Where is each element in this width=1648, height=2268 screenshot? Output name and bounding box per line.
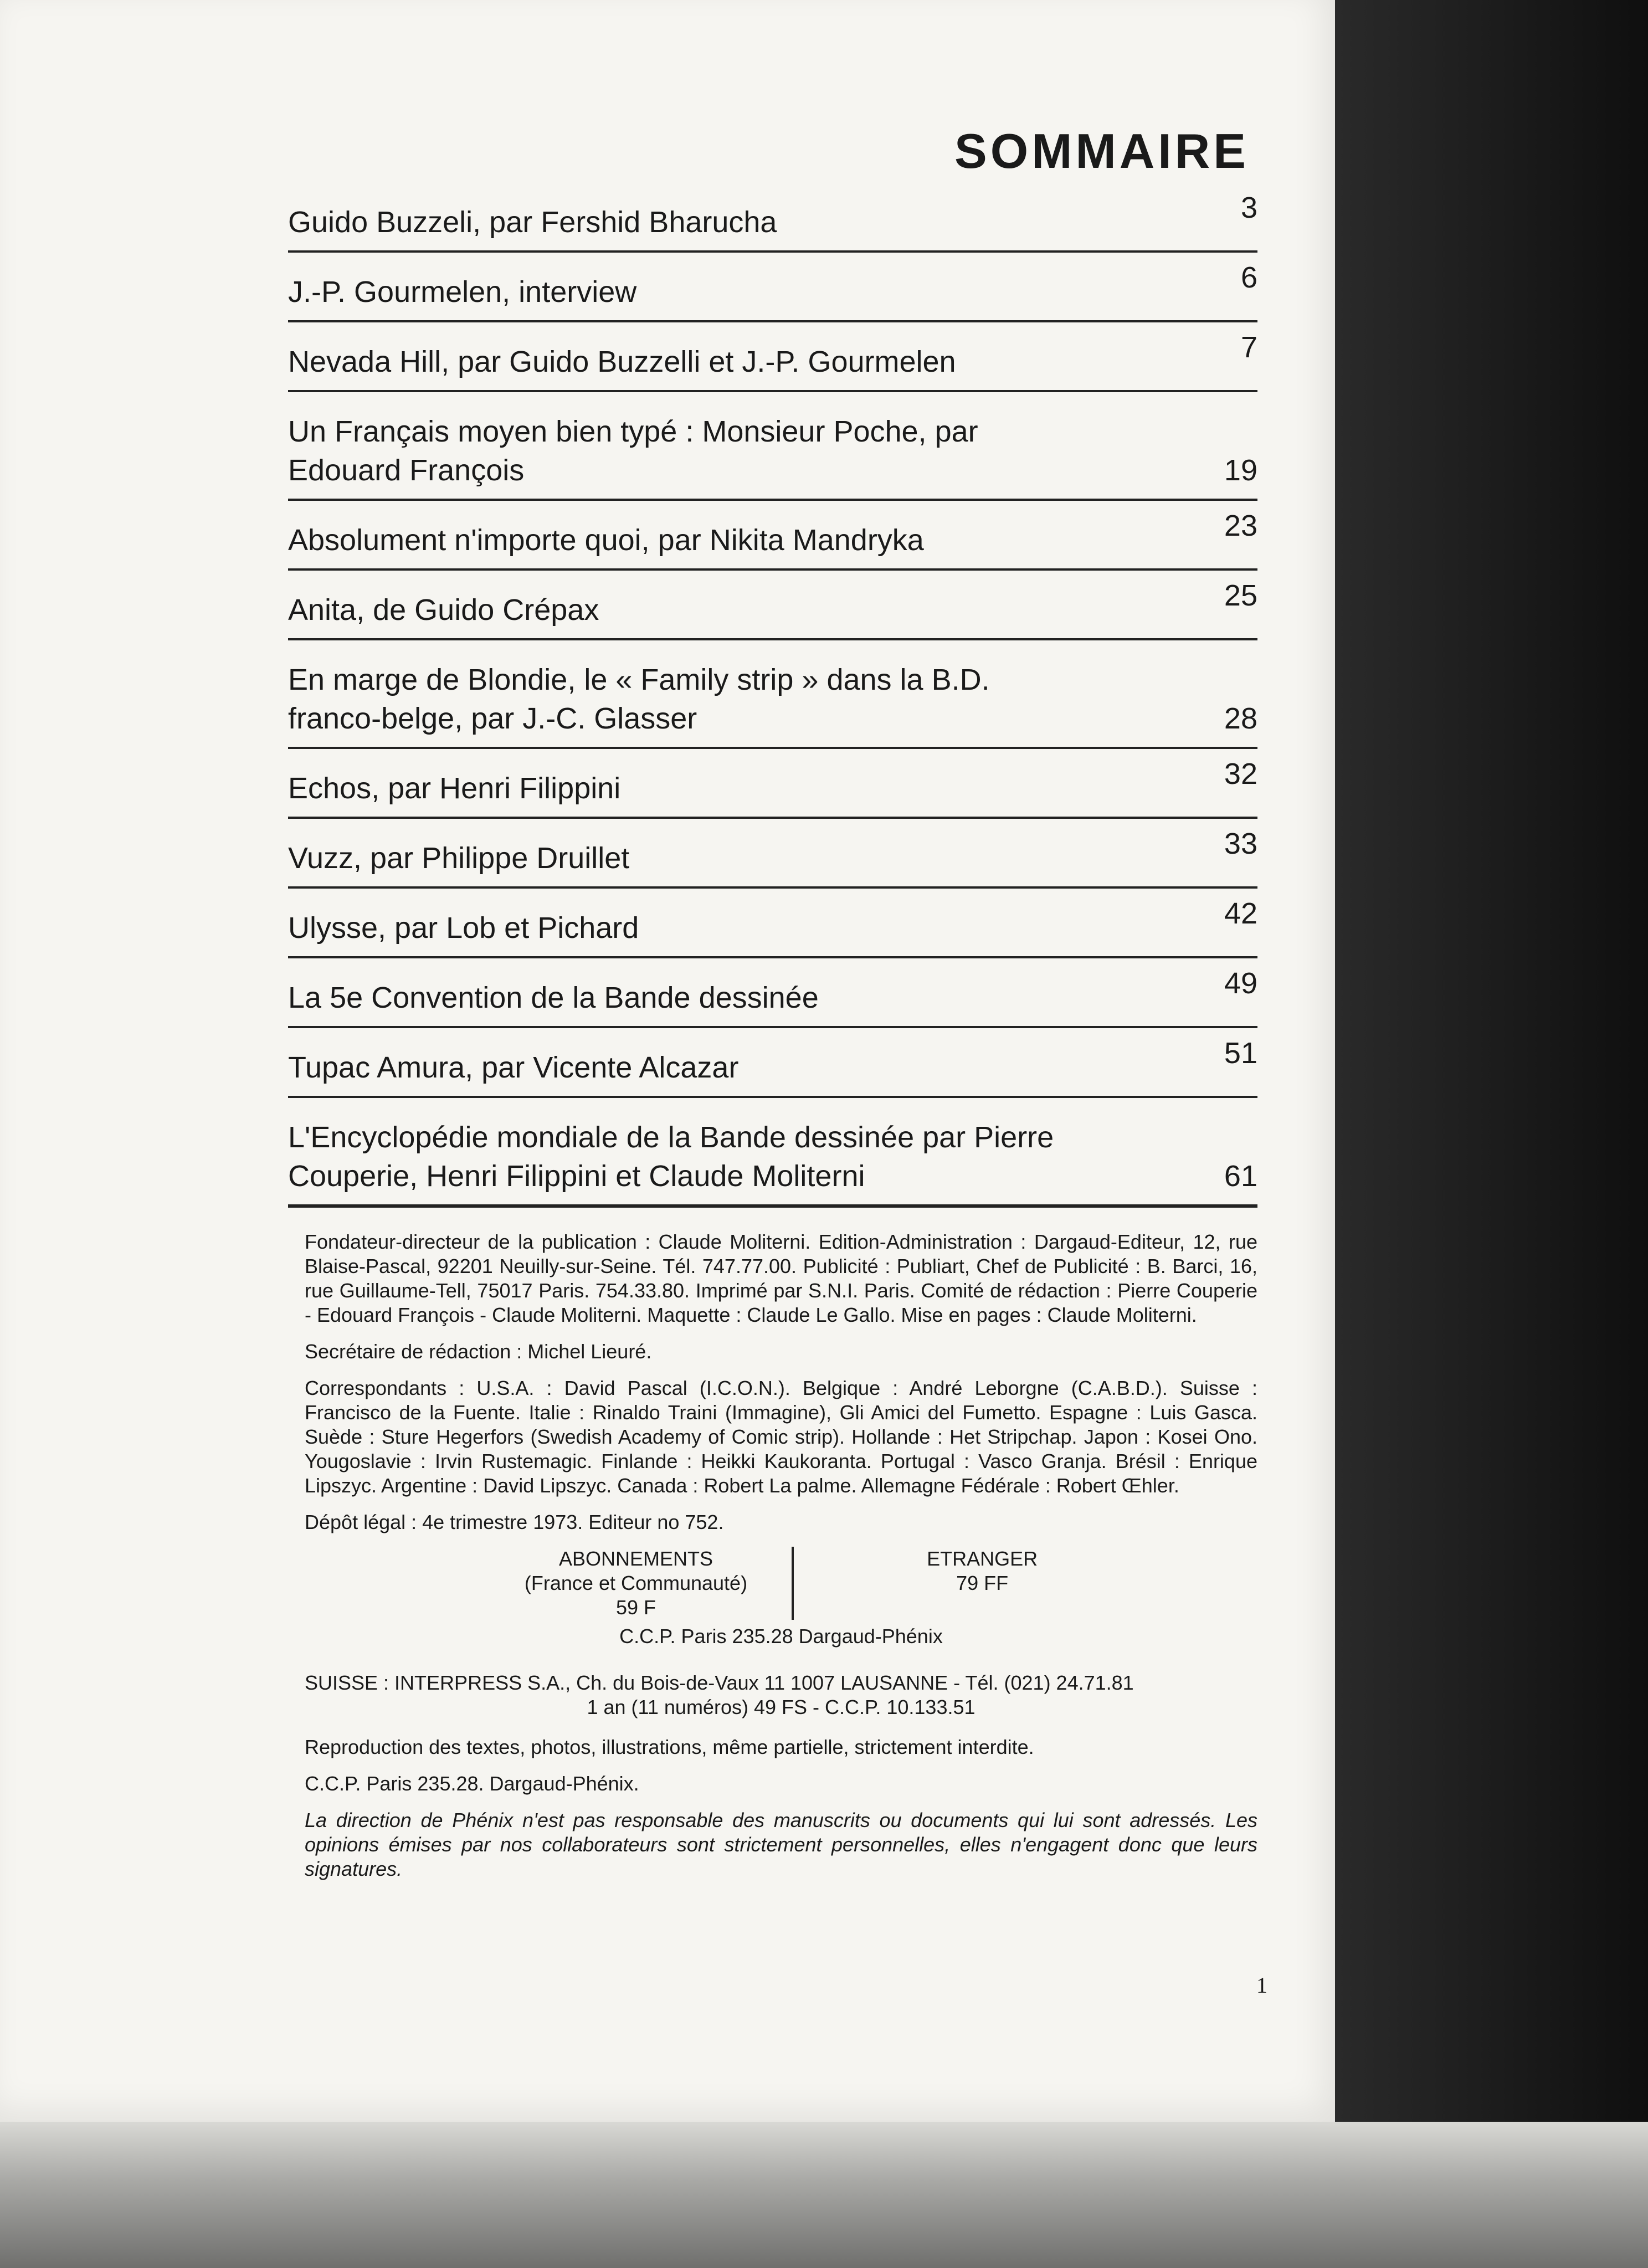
editorial-secretary: Secrétaire de rédaction : Michel Lieuré. — [305, 1340, 652, 1363]
publisher-info: Fondateur-directeur de la publication : Claude Moliterni. Edition-Administration : Dargaud-Editeur, 12, rue Blaise-Pascal, 92201 Neuilly-sur-Seine. Tél. 747.77.00. Publicité : Publiart, Chef de Publicité : B. Barci, 16, rue Guillaume-Tell, 75017 Paris. 754.33.80. Imprimé par S.N.I. Paris. Comité de rédaction : Pierre Couperie - Edouard François - Claude Moliterni. Maquette : Claude Le Gallo. Mise en pages : Claude Moliterni. — [305, 1230, 1257, 1326]
toc-entry-text: Echos, par Henri Filippini — [288, 772, 621, 805]
subscriptions-price: 59 F — [615, 1596, 656, 1619]
subscriptions-france — [525, 1547, 794, 1620]
toc-entry-text: J.-P. Gourmelen, interview — [288, 275, 637, 309]
background-shadow — [1335, 0, 1648, 2122]
toc-row — [288, 1028, 1257, 1098]
toc-entry-text: Un Français moyen bien typé : Monsieur Poche, par Edouard François — [288, 415, 978, 487]
toc-entry-page: 23 — [1224, 509, 1257, 542]
toc-entry-page: 25 — [1224, 579, 1257, 612]
toc-entry-page: 28 — [1224, 702, 1257, 735]
page-title: SOMMAIRE — [954, 124, 1249, 178]
toc-row — [288, 1098, 1257, 1208]
toc-entry-page: 3 — [1240, 191, 1257, 224]
toc-entry-page: 6 — [1240, 261, 1257, 294]
toc-entry-page: 19 — [1224, 454, 1257, 487]
subscriptions-region: (France et Communauté) — [524, 1572, 748, 1594]
toc-entry-text: Anita, de Guido Crépax — [288, 593, 599, 627]
toc-row — [288, 183, 1257, 253]
toc-entry-text: Absolument n'importe quoi, par Nikita Mandryka — [288, 524, 924, 557]
toc-entry-text: L'Encyclopédie mondiale de la Bande dessinée par Pierre Couperie, Henri Filippini et Claude Moliterni — [288, 1121, 1054, 1193]
toc-row — [288, 819, 1257, 889]
toc-entry-page: 51 — [1224, 1036, 1257, 1070]
bottom-edge — [0, 2122, 1648, 2268]
legal-deposit: Dépôt légal : 4e trimestre 1973. Editeur no 752. — [305, 1511, 724, 1533]
toc-entry-page: 49 — [1224, 967, 1257, 1000]
toc-entry-text: Nevada Hill, par Guido Buzzelli et J.-P. Gourmelen — [288, 345, 956, 378]
toc-row — [288, 889, 1257, 958]
toc-entry-text: La 5e Convention de la Bande dessinée — [288, 981, 819, 1014]
subscriptions — [305, 1547, 1257, 1620]
toc-row — [288, 501, 1257, 571]
toc-entry-page: 32 — [1224, 757, 1257, 791]
swiss-subscription: 1 an (11 numéros) 49 FS - C.C.P. 10.133.51 — [587, 1696, 976, 1718]
toc-entry-text: Ulysse, par Lob et Pichard — [288, 911, 639, 945]
reproduction-notice: Reproduction des textes, photos, illustrations, même partielle, strictement interdite. — [305, 1736, 1034, 1758]
disclaimer: La direction de Phénix n'est pas responsable des manuscrits ou documents qui lui sont adressés. Les opinions émises par nos collaborateurs sont strictement personnelles, elles n'engagent donc que leurs signatures. — [305, 1809, 1257, 1880]
swiss-distributor: SUISSE : INTERPRESS S.A., Ch. du Bois-de-Vaux 11 1007 LAUSANNE - Tél. (021) 24.71.81 — [305, 1671, 1134, 1694]
subscriptions-title: ABONNEMENTS — [558, 1547, 713, 1570]
toc-entry-text: Tupac Amura, par Vicente Alcazar — [288, 1051, 739, 1084]
toc-row — [288, 749, 1257, 819]
toc-row — [288, 253, 1257, 322]
ccp-footer: C.C.P. Paris 235.28. Dargaud-Phénix. — [305, 1772, 639, 1795]
toc-entry-page: 61 — [1224, 1159, 1257, 1193]
toc-entry-text: Guido Buzzeli, par Fershid Bharucha — [288, 206, 777, 239]
toc-row — [288, 392, 1257, 501]
toc-row — [288, 640, 1257, 749]
subscriptions-foreign — [794, 1547, 1038, 1595]
foreign-price: 79 FF — [956, 1572, 1009, 1594]
toc-entry-page: 42 — [1224, 897, 1257, 930]
subscriptions-ccp: C.C.P. Paris 235.28 Dargaud-Phénix — [619, 1625, 943, 1648]
foreign-title: ETRANGER — [927, 1547, 1038, 1570]
correspondents: Correspondants : U.S.A. : David Pascal (I.C.O.N.). Belgique : André Leborgne (C.A.B.D.). Suisse : Francisco de la Fuente. Italie : Rinaldo Traini (Immagine), Gli Amici del Fumetto. Espagne : Luis Gasca. Suède : Sture Hegerfors (Swedish Academy of Comic strip). Hollande : Het Stripchap. Japon : Kosei Ono. Yougoslavie : Irvin Rustemagic. Finlande : Heikki Kaukoranta. Portugal : Vasco Granja. Brésil : Enrique Lipszyc. Argentine : David Lipszyc. Canada : Robert La palme. Allemagne Fédérale : Robert Œhler. — [305, 1377, 1257, 1497]
toc-entry-page: 33 — [1224, 827, 1257, 860]
toc-entry-page: 7 — [1240, 331, 1257, 364]
colophon — [305, 1230, 1257, 1894]
toc-row — [288, 571, 1257, 640]
toc-entry-text: Vuzz, par Philippe Druillet — [288, 841, 630, 875]
toc-entry-text: En marge de Blondie, le « Family strip » dans la B.D. franco-belge, par J.-C. Glasser — [288, 663, 990, 735]
toc-row — [288, 322, 1257, 392]
table-of-contents — [288, 183, 1257, 1208]
toc-row — [288, 958, 1257, 1028]
page-number: 1 — [1256, 1973, 1267, 1998]
